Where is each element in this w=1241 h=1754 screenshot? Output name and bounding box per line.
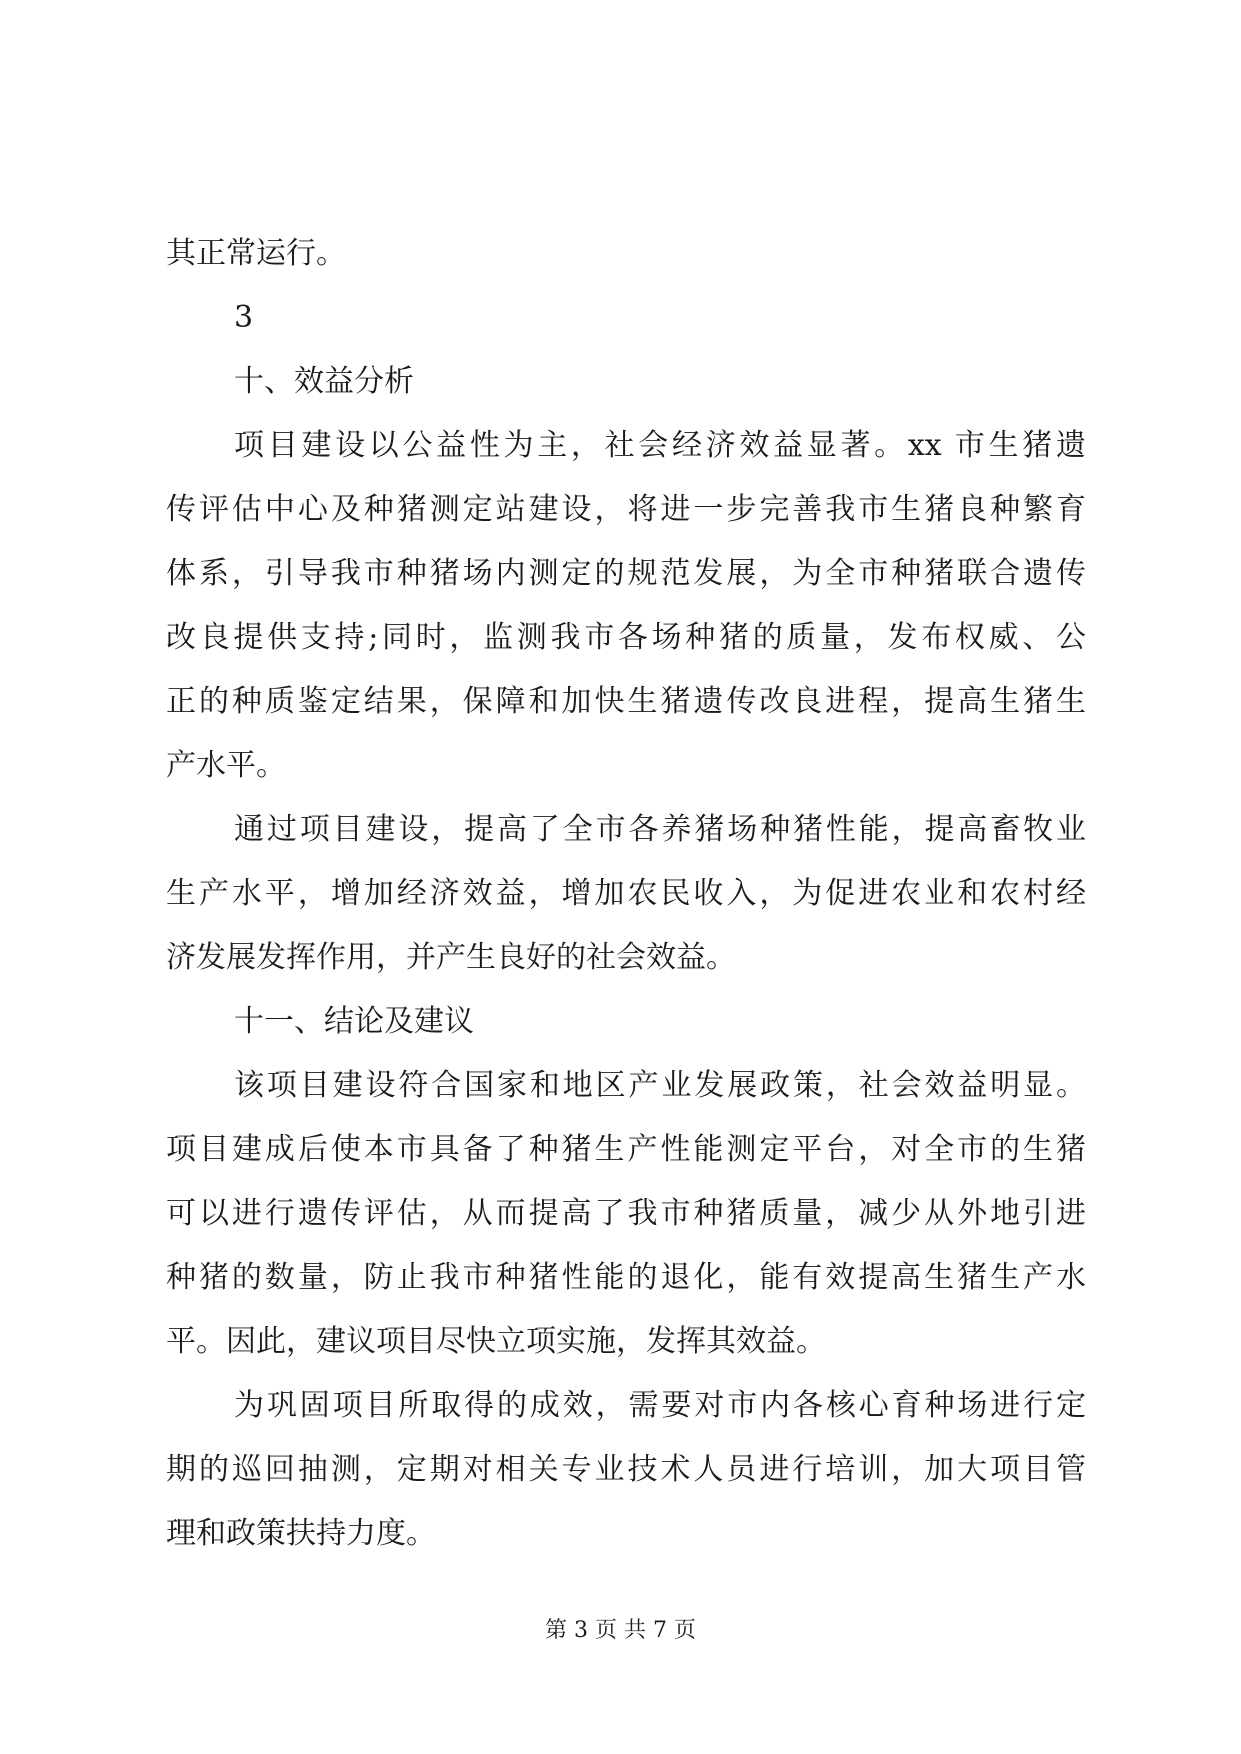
text-line: 3 — [234, 300, 254, 335]
section-heading: 十一、结论及建议 — [234, 1004, 474, 1039]
section-heading: 十、效益分析 — [234, 364, 414, 399]
text-line: 产水平。 — [166, 748, 286, 783]
text-line: 平。因此，建议项目尽快立项实施，发挥其效益。 — [166, 1324, 826, 1359]
text-line: 理和政策扶持力度。 — [166, 1516, 436, 1551]
text-line: 为巩固项目所取得的成效，需要对市内各核心育种场进行定 — [234, 1388, 1086, 1423]
text-line: 济发展发挥作用，并产生良好的社会效益。 — [166, 940, 736, 975]
text-line: 其正常运行。 — [166, 236, 346, 271]
page-footer — [0, 1616, 1241, 1646]
text-line: 改良提供支持;同时，监测我市各场种猪的质量，发布权威、公 — [166, 620, 1086, 655]
text-line: 通过项目建设，提高了全市各养猪场种猪性能，提高畜牧业 — [234, 812, 1086, 847]
text-line: 期的巡回抽测，定期对相关专业技术人员进行培训，加大项目管 — [166, 1452, 1086, 1487]
text-line: 项目建设以公益性为主，社会经济效益显著。xx 市生猪遗 — [234, 428, 1086, 463]
text-line: 可以进行遗传评估，从而提高了我市种猪质量，减少从外地引进 — [166, 1196, 1086, 1231]
page-number: 第 3 页 共 7 页 — [545, 1618, 696, 1643]
text-line: 生产水平，增加经济效益，增加农民收入，为促进农业和农村经 — [166, 876, 1086, 911]
text-line: 传评估中心及种猪测定站建设，将进一步完善我市生猪良种繁育 — [166, 492, 1086, 527]
body-text — [166, 222, 1086, 1566]
text-line: 项目建成后使本市具备了种猪生产性能测定平台，对全市的生猪 — [166, 1132, 1086, 1167]
text-line: 种猪的数量，防止我市种猪性能的退化，能有效提高生猪生产水 — [166, 1260, 1086, 1295]
text-line: 正的种质鉴定结果，保障和加快生猪遗传改良进程，提高生猪生 — [166, 684, 1086, 719]
text-line: 体系，引导我市种猪场内测定的规范发展，为全市种猪联合遗传 — [166, 556, 1086, 591]
text-line: 该项目建设符合国家和地区产业发展政策，社会效益明显。 — [234, 1068, 1086, 1103]
